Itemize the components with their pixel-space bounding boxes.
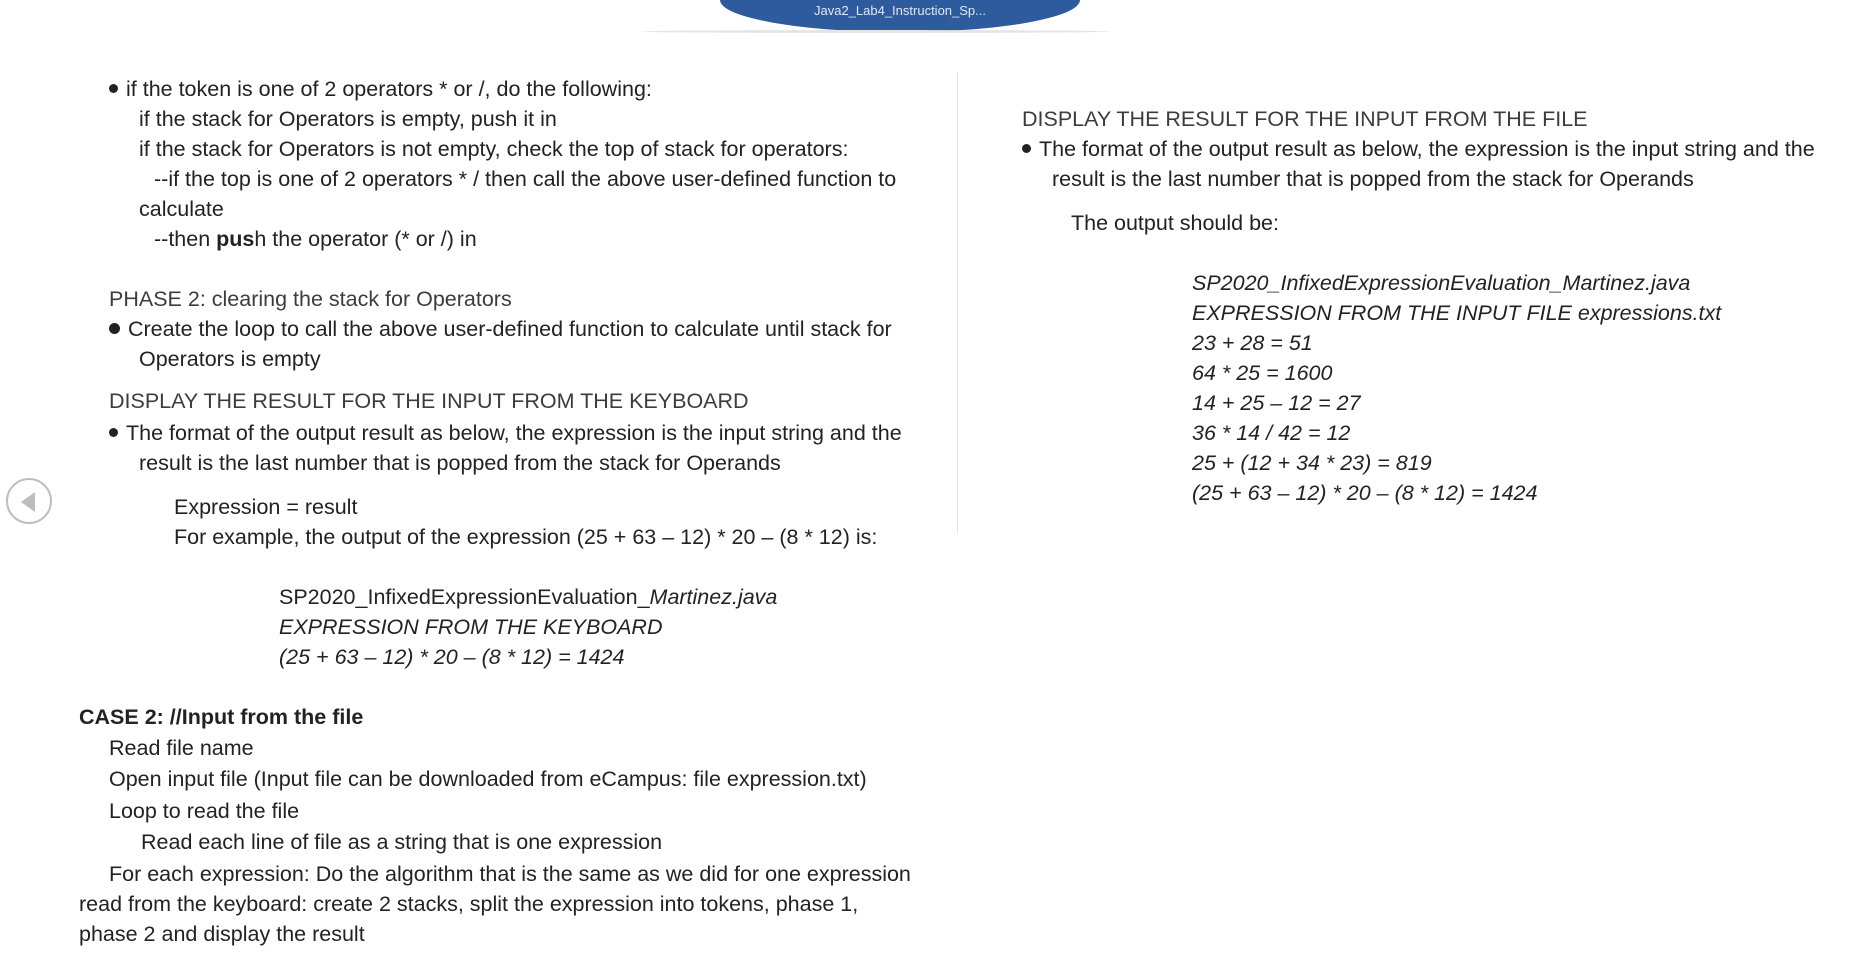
code-line: (25 + 63 – 12) * 20 – (8 * 12) = 1424 [279,645,625,669]
text-line: Create the loop to call the above user-defined function to calculate until stack for [109,314,892,344]
text-line: Operators is empty [139,347,321,371]
case-heading: CASE 2: //Input from the file [79,705,364,729]
text-line: For example, the output of the expression (25 + 63 – 12) * 20 – (8 * 12) is: [174,525,878,549]
previous-page-icon[interactable] [6,478,52,524]
text-line: phase 2 and display the result [79,922,365,946]
section-heading: PHASE 2: clearing the stack for Operators [109,287,512,311]
document-title: Java2_Lab4_Instruction_Sp... [813,3,986,18]
text-line: Expression = result [174,495,358,519]
text-line: calculate [139,197,224,221]
code-line: EXPRESSION FROM THE INPUT FILE expressions.txt [1192,301,1722,325]
text-line: The format of the output result as below, the expression is the input string and the [1022,134,1815,164]
bullet-icon [109,323,120,334]
text-line: if the stack for Operators is empty, push it in [139,107,557,131]
code-line: 14 + 25 – 12 = 27 [1192,391,1361,415]
text-line: Open input file (Input file can be downloaded from eCampus: file expression.txt) [109,767,867,791]
text-line: if the stack for Operators is not empty, check the top of stack for operators: [139,137,849,161]
text-line: Read each line of file as a string that is one expression [141,830,663,854]
bullet-icon [109,84,118,93]
section-heading: DISPLAY THE RESULT FOR THE INPUT FROM THE KEYBOARD [109,389,749,413]
text-line: The format of the output result as below, the expression is the input string and the [109,418,902,448]
code-line: SP2020_InfixedExpressionEvaluation_Martinez.java [279,585,778,609]
text-line: Loop to read the file [109,799,300,823]
code-line: SP2020_InfixedExpressionEvaluation_Martinez.java [1192,271,1691,295]
bullet-icon [109,428,118,437]
text-line: The output should be: [1071,211,1279,235]
title-tab-shadow [640,30,1110,33]
column-divider [957,72,958,534]
text-line: result is the last number that is popped from the stack for Operands [1052,167,1694,191]
text-line: Read file name [109,736,254,760]
code-line: 36 * 14 / 42 = 12 [1192,421,1351,445]
code-line: (25 + 63 – 12) * 20 – (8 * 12) = 1424 [1192,481,1538,505]
bullet-icon [1022,144,1031,153]
section-heading: DISPLAY THE RESULT FOR THE INPUT FROM THE FILE [1022,107,1588,131]
code-line: 23 + 28 = 51 [1192,331,1313,355]
text-line: For each expression: Do the algorithm that is the same as we did for one expression [109,862,911,886]
code-line: EXPRESSION FROM THE KEYBOARD [279,615,663,639]
text-line: --then push the operator (* or /) in [154,227,477,251]
text-line: if the token is one of 2 operators * or /, do the following: [109,74,652,104]
code-line: 25 + (12 + 34 * 23) = 819 [1192,451,1432,475]
text-line: read from the keyboard: create 2 stacks, split the expression into tokens, phase 1, [79,892,859,916]
document-title-tab[interactable] [720,0,1080,32]
code-line: 64 * 25 = 1600 [1192,361,1333,385]
text-line: result is the last number that is popped from the stack for Operands [139,451,781,475]
text-line: --if the top is one of 2 operators * / then call the above user-defined function to [154,167,897,191]
